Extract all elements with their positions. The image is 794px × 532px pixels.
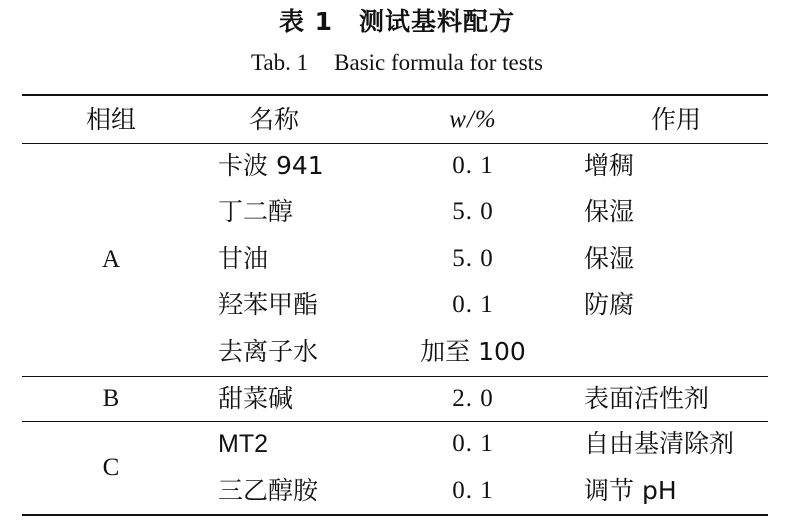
table-row-w: 2. 0	[452, 385, 494, 412]
table-row-use: 表面活性剂	[584, 384, 710, 413]
table-row-w: 0. 1	[452, 430, 494, 457]
table-row-name: 甜菜碱	[218, 384, 294, 413]
header-name: 名称	[248, 105, 299, 134]
group-label-c: C	[102, 454, 120, 481]
table-row-name: 去离子水	[218, 337, 319, 366]
table-row-name: 卡波 941	[218, 151, 324, 180]
table-row-w: 0. 1	[452, 291, 494, 318]
table-row-use: 调节 pH	[584, 476, 677, 505]
table-caption-cn	[0, 2, 794, 38]
header-group: 相组	[85, 105, 136, 134]
table-row-w: 0. 1	[452, 152, 494, 179]
table-row-name: MT2	[218, 430, 268, 458]
table-row-w: 加至 100	[420, 337, 526, 366]
table-row-use: 自由基清除剂	[584, 429, 735, 458]
table-row-use	[584, 329, 768, 375]
table-row-use: 保湿	[584, 244, 635, 273]
table-row-use: 防腐	[584, 290, 635, 319]
table-row-name: 羟苯甲酯	[218, 290, 319, 319]
table-row-use: 保湿	[584, 197, 635, 226]
table-row-w: 5. 0	[452, 198, 494, 225]
table-row-w: 0. 1	[452, 477, 494, 504]
caption-en-title: Basic formula for tests	[334, 50, 544, 75]
table-row-name: 丁二醇	[218, 197, 294, 226]
header-use: 作用	[650, 105, 701, 134]
caption-cn-label: 表 1	[278, 7, 334, 36]
table-caption-en	[0, 50, 794, 76]
caption-en-label: Tab. 1	[250, 50, 309, 75]
table-row-use: 增稠	[584, 151, 635, 180]
header-w: w/%	[449, 106, 497, 133]
group-label-b: B	[102, 385, 120, 412]
table-top-rule	[22, 94, 768, 96]
table-row-name: 三乙醇胺	[218, 476, 319, 505]
table-bottom-rule	[22, 514, 768, 516]
group-label-a: A	[101, 246, 121, 273]
table-row-name: 甘油	[218, 244, 269, 273]
table-row-w: 5. 0	[452, 245, 494, 272]
caption-cn-title: 测试基料配方	[359, 7, 516, 36]
